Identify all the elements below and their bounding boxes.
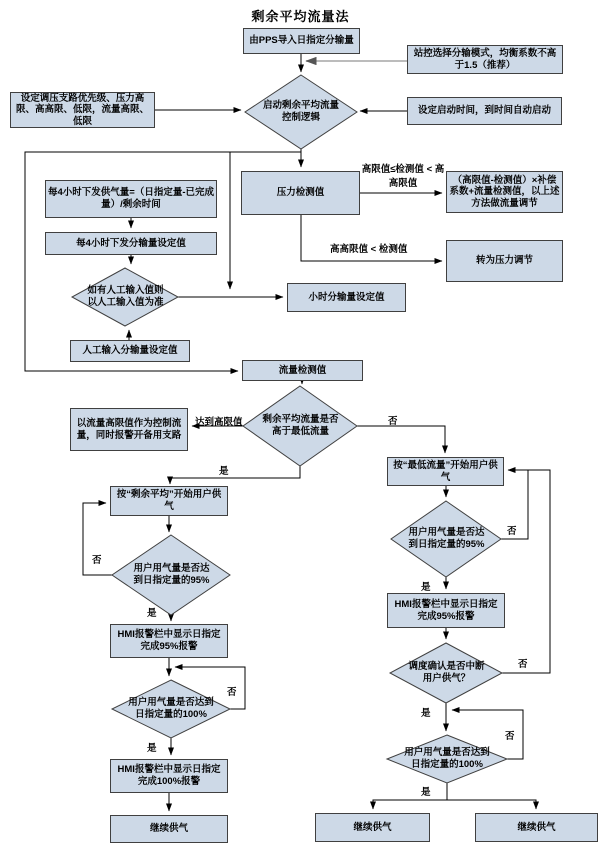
node-4h-setpoint: 每4小时下发分输量设定值: [45, 232, 217, 255]
decision-left-100: 用户用气量是否达到日指定量的100%: [128, 697, 214, 720]
edge-label-yes-above-min: 是: [219, 466, 229, 477]
node-hour-setpoint: 小时分输量设定值: [287, 283, 406, 312]
flow-edge-dabovemin-no: [357, 426, 445, 453]
node-set-limits: 设定调压支路优先级、压力高限、高高限、低限，流量高限、低限: [10, 92, 155, 128]
edge-label-no-left-100: 否: [227, 687, 237, 698]
decision-right-100: 用户用气量是否达到日指定量的100%: [404, 747, 490, 770]
edge-label-reach-high: 达到高限值: [195, 417, 243, 428]
node-left-start-supply: 按“剩余平均”开始用户供气: [110, 486, 228, 516]
node-pressure-value: 压力检测值: [241, 171, 360, 215]
edge-label-pressure-high: [361, 161, 445, 189]
node-compensation: （高限值-检测值）×补偿系数+流量检测值，以上述方法做流量调节: [446, 171, 563, 213]
edge-label-pressure-high-line2: < 高高限值: [388, 164, 445, 189]
edge-label-no-right-95: 否: [507, 526, 517, 537]
edge-label-no-left-95: 否: [92, 555, 102, 566]
decision-manual-input: 如有人工输入值则以人工输入值为准: [87, 285, 164, 308]
node-left-hmi100: HMI报警栏中显示日指定完成100%报警: [110, 759, 228, 793]
node-right-continue-2: 继续供气: [475, 813, 598, 842]
node-right-hmi95: HMI报警栏中显示日指定完成95%报警: [387, 593, 505, 628]
edge-label-pressure-highhigh: 高高限值 < 检测值: [330, 244, 408, 255]
flow-edge-split-to-cont2: [447, 800, 536, 809]
node-to-pressure-reg: 转为压力调节: [446, 240, 563, 282]
edge-label-pressure-high-line1: 高限值≤检测值: [361, 164, 424, 175]
node-flow-value: 流量检测值: [242, 360, 363, 381]
decision-start-logic: 启动剩余平均流量控制逻辑: [262, 100, 339, 123]
node-note-mode: 站控选择分输模式，均衡系数不高于1.5（推荐）: [407, 45, 563, 74]
decision-above-min: 剩余平均流量是否高于最低流量: [262, 414, 339, 437]
node-note-time: 设定启动时间，到时间自动启动: [407, 97, 562, 125]
flow-edge-split-to-cont1: [373, 800, 447, 809]
edge-label-no-right-100: 否: [505, 731, 515, 742]
edge-label-no-confirm: 否: [518, 659, 528, 670]
page-title: 剩余平均流量法: [251, 9, 350, 24]
decision-right-95: 用户用气量是否达到日指定量的95%: [408, 527, 485, 550]
flow-edge-dconfirm-no-loop: [502, 470, 550, 673]
edge-label-yes-left-95: 是: [147, 608, 157, 619]
edge-label-yes-left-100: 是: [147, 743, 157, 754]
node-right-continue-1: 继续供气: [315, 813, 430, 842]
node-right-start-supply: 按“最低流量”开始用户供气: [387, 457, 504, 486]
node-start: 由PPS导入日指定分输量: [243, 28, 360, 54]
decision-left-95: 用户用气量是否达到日指定量的95%: [133, 563, 210, 586]
node-highlimit-ctrl: 以流量高限值作为控制流量，同时报警开备用支路: [70, 408, 188, 451]
edge-label-yes-right-100: 是: [421, 787, 431, 798]
node-left-continue: 继续供气: [110, 815, 228, 843]
node-4h-calc: 每4小时下发供气量=（日指定量-已完成量）/剩余时间: [45, 180, 217, 218]
node-manual-setpoint: 人工输入分输量设定值: [70, 340, 190, 362]
edge-label-no-above-min: 否: [388, 416, 398, 427]
decision-confirm: 调度确认是否中断用户供气？: [408, 661, 485, 684]
flow-edge-dabovemin-yes: [170, 466, 300, 484]
node-left-hmi95: HMI报警栏中显示日指定完成95%报警: [110, 624, 228, 658]
edge-label-yes-confirm: 是: [421, 708, 431, 719]
edge-label-yes-right-95: 是: [421, 582, 431, 593]
